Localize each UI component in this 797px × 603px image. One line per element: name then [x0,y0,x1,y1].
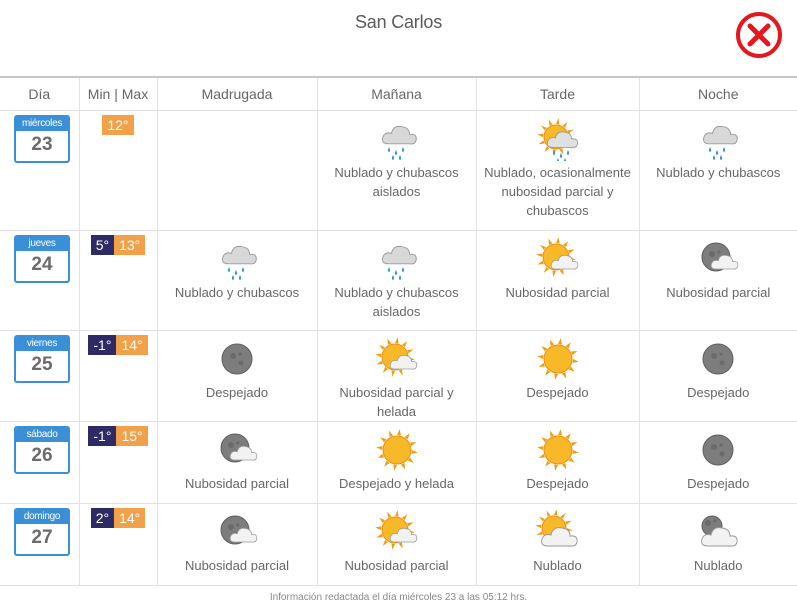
period-cell-madrugada [157,331,317,422]
rain-icon [318,117,476,161]
forecast-row-26 [0,422,797,504]
forecast-table [0,78,797,586]
period-cell-manana [317,504,476,586]
max-temp-badge: 15° [116,426,147,446]
day-number: 26 [16,442,68,470]
sun-rain-icon [477,117,639,161]
weather-description: Despejado [640,383,797,402]
day-cell [0,111,79,231]
min-max-cell [79,111,157,231]
max-temp-badge: 12° [102,115,133,135]
header-noche: Noche [639,78,797,111]
weather-description: Despejado [640,474,797,493]
page-title: San Carlos [0,12,797,33]
day-card [14,235,70,283]
close-icon[interactable] [735,11,783,59]
header-min-max: Min | Max [79,78,157,111]
day-card [14,115,70,163]
weather-description: Nubosidad parcial [477,283,639,302]
table-header-row [0,78,797,111]
period-cell-tarde [476,331,639,422]
min-max-cell [79,331,157,422]
period-cell-madrugada [157,504,317,586]
moon-icon [640,337,797,381]
min-temp-badge: -1° [88,426,116,446]
day-cell [0,231,79,331]
period-cell-noche [639,422,797,504]
period-cell-tarde [476,422,639,504]
partly-cloudy-day-icon [477,237,639,281]
period-cell-manana [317,231,476,331]
header-tarde: Tarde [476,78,639,111]
header-madrugada: Madrugada [157,78,317,111]
day-name: viernes [16,337,68,351]
max-temp-badge: 14° [116,335,147,355]
day-card [14,335,70,383]
max-temp-badge: 14° [114,508,145,528]
header [0,0,797,78]
min-temp-badge: -1° [88,335,116,355]
weather-description: Nubosidad parcial [318,556,476,575]
weather-description: Nublado, ocasionalmente nubosidad parcial y chubascos [477,163,639,220]
weather-description: Nubosidad parcial [158,474,317,493]
weather-description: Nublado y chubascos [640,163,797,182]
sun-icon [477,337,639,381]
day-number: 27 [16,524,68,552]
partly-cloudy-night-icon [640,237,797,281]
period-cell-manana [317,422,476,504]
min-max-cell [79,231,157,331]
weather-description: Nubosidad parcial [158,556,317,575]
day-number: 25 [16,351,68,379]
period-cell-madrugada [157,422,317,504]
forecast-row-24 [0,231,797,331]
weather-description: Nublado y chubascos [158,283,317,302]
period-cell-noche [639,331,797,422]
sun-icon [477,428,639,472]
day-name: miércoles [16,117,68,131]
period-cell-noche [639,504,797,586]
cloudy-day-icon [477,510,639,554]
partly-cloudy-night-icon [158,510,317,554]
day-cell [0,422,79,504]
partly-cloudy-day-icon [318,337,476,381]
min-max-cell [79,422,157,504]
weather-description: Nublado y chubascos aislados [318,163,476,201]
period-cell-madrugada [157,111,317,231]
period-cell-madrugada [157,231,317,331]
partly-cloudy-night-icon [158,428,317,472]
forecast-row-23 [0,111,797,231]
header-dia: Día [0,78,79,111]
min-max-cell [79,504,157,586]
sun-icon [318,428,476,472]
period-cell-manana [317,331,476,422]
day-number: 24 [16,251,68,279]
moon-icon [640,428,797,472]
weather-description: Despejado [477,474,639,493]
min-temp-badge: 5° [91,235,114,255]
weather-description: Nubosidad parcial y helada [318,383,476,421]
day-card [14,508,70,556]
period-cell-noche [639,231,797,331]
rain-icon [158,237,317,281]
weather-description: Despejado [477,383,639,402]
forecast-row-25 [0,331,797,422]
weather-description: Nublado y chubascos aislados [318,283,476,321]
period-cell-tarde [476,111,639,231]
period-cell-tarde [476,504,639,586]
day-name: jueves [16,237,68,251]
footer-note: Información redactada el día miércoles 23 a las 05:12 hrs. [0,592,797,603]
weather-description: Despejado [158,383,317,402]
weather-description: Nublado [640,556,797,575]
header-manana: Mañana [317,78,476,111]
rain-icon [640,117,797,161]
period-cell-tarde [476,231,639,331]
period-cell-manana [317,111,476,231]
period-cell-noche [639,111,797,231]
weather-description: Despejado y helada [318,474,476,493]
day-cell [0,331,79,422]
min-temp-badge: 2° [91,508,114,528]
day-number: 23 [16,131,68,159]
rain-icon [318,237,476,281]
moon-icon [158,337,317,381]
day-cell [0,504,79,586]
partly-cloudy-day-icon [318,510,476,554]
day-card [14,426,70,474]
day-name: domingo [16,510,68,524]
forecast-row-27 [0,504,797,586]
weather-description: Nublado [477,556,639,575]
day-name: sábado [16,428,68,442]
max-temp-badge: 13° [114,235,145,255]
cloudy-night-icon [640,510,797,554]
weather-description: Nubosidad parcial [640,283,797,302]
